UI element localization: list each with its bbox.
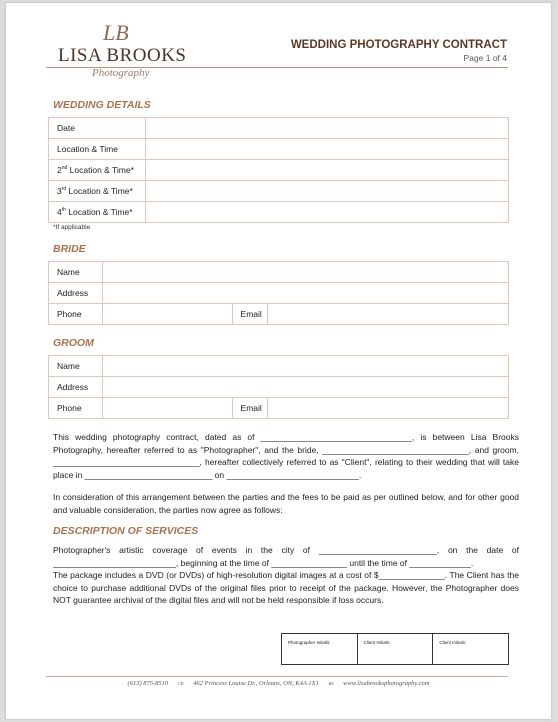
- table-row: [49, 118, 509, 139]
- groom-address-label: Address: [49, 377, 103, 398]
- groom-name-field[interactable]: [103, 356, 509, 377]
- client-initials-field[interactable]: Client Initials:: [358, 634, 434, 664]
- logo-subtitle: Photography: [92, 67, 150, 79]
- groom-email-label: Email: [232, 398, 268, 419]
- consideration-paragraph: In consideration of this arrangement between the parties and the fees to be paid as per outlined below, and for other good and valuable consideration, the parties now agree as follows:: [53, 492, 519, 515]
- table-row: [49, 283, 509, 304]
- bride-table: [48, 261, 509, 325]
- groom-phone-field[interactable]: [103, 398, 233, 419]
- groom-table: [48, 355, 509, 419]
- location-time-field[interactable]: [146, 139, 509, 160]
- photographer-initials-field[interactable]: Photographer Initials:: [282, 634, 358, 664]
- svg-text:LB: LB: [103, 20, 129, 45]
- bride-address-label: Address: [49, 283, 103, 304]
- footer-phone: (613) 875-8510: [127, 680, 169, 687]
- bride-email-field[interactable]: [268, 304, 509, 325]
- location-time-label: Location & Time: [49, 139, 146, 160]
- location-4-label: 4th Location & Time*: [49, 202, 146, 223]
- footer-website[interactable]: www.lisabrooksphotography.com: [343, 680, 430, 687]
- table-row: [49, 304, 509, 325]
- logo-name: LISA BROOKS: [58, 45, 187, 66]
- table-row: [49, 139, 509, 160]
- table-row: [49, 202, 509, 223]
- package-paragraph: The package includes a DVD (or DVDs) of high-resolution digital images at a cost of $______________. The Client has the choice to purchase additional DVDs of the original files prior to receipt of the package. However, the Photographer does NOT guarantee archival of the digital files and will not be held responsible if loss occurs.: [53, 570, 519, 605]
- bride-phone-label: Phone: [49, 304, 103, 325]
- location-2-field[interactable]: [146, 160, 509, 181]
- services-paragraph: Photographer's artistic coverage of events in the city of _________________________, on the date of __________________________, beginning at the time of ________________ until the time of _____________.: [53, 545, 519, 568]
- document-title: WEDDING PHOTOGRAPHY CONTRACT: [290, 39, 507, 51]
- contract-page: [6, 3, 551, 719]
- header-divider: [46, 67, 508, 68]
- location-3-field[interactable]: [146, 181, 509, 202]
- if-applicable-note: *If applicable: [53, 224, 91, 231]
- date-field[interactable]: [146, 118, 509, 139]
- bride-name-field[interactable]: [103, 262, 509, 283]
- bride-phone-field[interactable]: [103, 304, 233, 325]
- services-heading: DESCRIPTION OF SERVICES: [53, 525, 199, 537]
- table-row: [49, 181, 509, 202]
- location-3-label: 3rd Location & Time*: [49, 181, 146, 202]
- footer-separator: BS: [328, 681, 334, 686]
- wedding-details-heading: WEDDING DETAILS: [53, 99, 151, 111]
- location-2-label: 2nd Location & Time*: [49, 160, 146, 181]
- intro-paragraph: This wedding photography contract, dated as of ________________________________, is between Lisa Brooks Photography, hereafter referred to as "Photographer", and the bride, _______________________________, and groom, _______________________________, hereafter collectively referred to as "Client", relating to their wedding that will take place in ___________________________ on ____________________________.: [53, 432, 519, 480]
- page-number: Page 1 of 4: [463, 53, 507, 63]
- bride-name-label: Name: [49, 262, 103, 283]
- footer-address: 462 Princess Louise Dr., Orleans, ON, K4A 1X1: [193, 680, 319, 687]
- groom-phone-label: Phone: [49, 398, 103, 419]
- groom-name-label: Name: [49, 356, 103, 377]
- groom-address-field[interactable]: [103, 377, 509, 398]
- bride-heading: BRIDE: [53, 243, 86, 255]
- table-row: [49, 356, 509, 377]
- date-label: Date: [49, 118, 146, 139]
- table-row: [49, 377, 509, 398]
- groom-heading: GROOM: [53, 337, 94, 349]
- location-4-field[interactable]: [146, 202, 509, 223]
- bride-email-label: Email: [232, 304, 268, 325]
- footer-divider: [46, 676, 508, 677]
- footer-separator: CR: [177, 681, 184, 686]
- footer: [6, 680, 551, 687]
- client-initials-field-2[interactable]: Client Initials:: [439, 640, 467, 645]
- bride-address-field[interactable]: [103, 283, 509, 304]
- initials-box: [281, 633, 509, 665]
- brand-logo: [18, 17, 188, 77]
- table-row: [49, 262, 509, 283]
- table-row: [49, 398, 509, 419]
- table-row: [49, 160, 509, 181]
- wedding-details-table: [48, 117, 509, 223]
- groom-email-field[interactable]: [268, 398, 509, 419]
